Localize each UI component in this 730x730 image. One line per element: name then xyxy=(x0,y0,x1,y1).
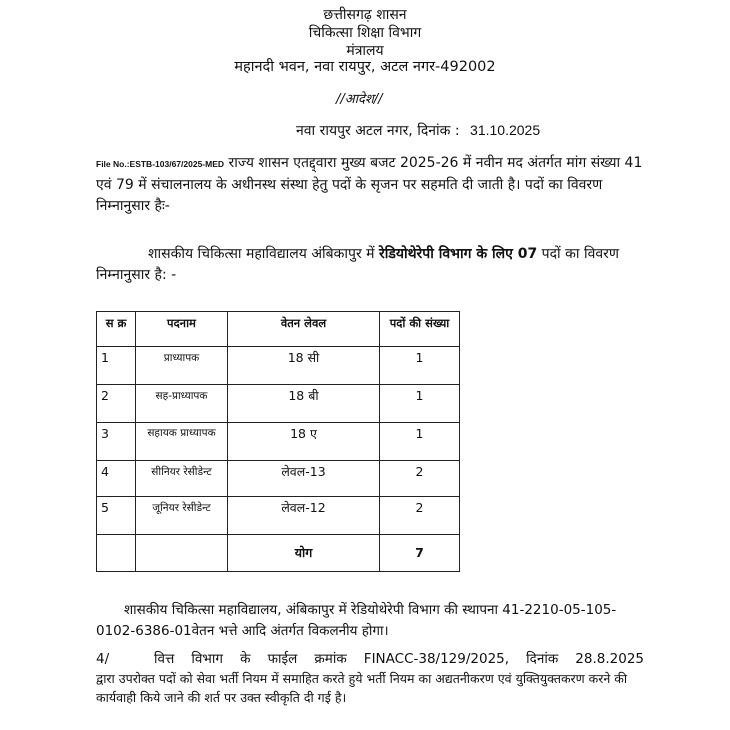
address: महानदी भवन, नवा रायपुर, अटल नगर-492002 xyxy=(234,59,496,75)
paragraph-1-text: राज्य शासन एतद्द्वारा मुख्य बजट 2025-26 में नवीन मद अंतर्गत मांग संख्या 41 एवं 79 में संचालनालय के अधीनस्थ संस्था हेतु पदों के सृजन पर सहमति दी जाती है। पदों का विवरण निम्नानुसार हैः- xyxy=(96,155,643,214)
table-total-row xyxy=(97,535,460,572)
paragraph-4-rest: द्वारा उपरोक्त पदों को सेवा भर्ती नियम में समाहित करते हुये भर्ती नियम का अद्यतनीकरण एवं युक्तियुक्तकरण करने की कार्यवाही किये जाने की शर्त पर उक्त स्वीकृति दी गई है। xyxy=(96,671,628,705)
ministry-name: मंत्रालय xyxy=(346,43,384,59)
row-pay-level: लेवल-12 xyxy=(228,497,380,535)
paragraph-4-number: 4/ xyxy=(96,651,110,667)
paragraph-3: शासकीय चिकित्सा महाविद्यालय, अंबिकापुर में रेडियोथेरेपी विभाग की स्थापना 41-2210-05-105-0102-6386-01वेतन भत्ते आदि अंतर्गत विकलनीय होगा। xyxy=(96,602,617,639)
paragraph-2-text-b: पदों का विवरण निम्नानुसार है: - xyxy=(96,246,619,283)
row-serial: 3 xyxy=(97,423,136,461)
row-serial: 2 xyxy=(97,385,136,423)
row-post: सीनियर रेसीडेन्ट xyxy=(136,461,228,497)
table-row xyxy=(97,423,460,461)
table-row xyxy=(97,497,460,535)
govt-name: छत्तीसगढ़ शासन xyxy=(323,7,407,23)
place-date-label: नवा रायपुर अटल नगर, दिनांक : xyxy=(296,123,460,139)
paragraph-2-text-a: शासकीय चिकित्सा महाविद्यालय अंबिकापुर में xyxy=(148,246,379,262)
header-post-count: पदों की संख्या xyxy=(380,312,460,347)
row-pay-level: लेवल-13 xyxy=(228,461,380,497)
paragraph-1 xyxy=(96,153,644,217)
header-post: पदनाम xyxy=(136,312,228,347)
table-row xyxy=(97,347,460,385)
paragraph-4-line1: वित्त विभाग के फाईल क्रमांक FINACC-38/129/2025, दिनांक 28.8.2025 xyxy=(154,651,644,667)
file-number: File No.:ESTB-103/67/2025-MED xyxy=(96,159,225,169)
table-header-row xyxy=(97,312,460,347)
table-row xyxy=(97,461,460,497)
row-serial: 4 xyxy=(97,461,136,497)
department-name: चिकित्सा शिक्षा विभाग xyxy=(308,25,422,41)
header-serial: स क्र xyxy=(97,312,136,347)
order-title: //आदेश// xyxy=(336,92,383,107)
row-pay-level: 18 बी xyxy=(228,385,380,423)
row-post: सहायक प्राध्यापक xyxy=(136,423,228,461)
order-date: 31.10.2025 xyxy=(470,122,541,138)
row-serial: 5 xyxy=(97,497,136,535)
row-count: 2 xyxy=(380,497,460,535)
row-post: प्राध्यापक xyxy=(136,347,228,385)
row-count: 1 xyxy=(380,347,460,385)
posts-table xyxy=(96,311,460,572)
row-pay-level: 18 ए xyxy=(228,423,380,461)
paragraph-2-bold: रेडियोथेरेपी विभाग के लिए 07 xyxy=(379,246,538,262)
row-pay-level: 18 सी xyxy=(228,347,380,385)
row-post: जूनियर रेसीडेन्ट xyxy=(136,497,228,535)
row-count: 1 xyxy=(380,385,460,423)
paragraph-4-first-line xyxy=(96,650,644,669)
row-post: सह-प्राध्यापक xyxy=(136,385,228,423)
place-date-line xyxy=(296,121,540,140)
paragraph-2 xyxy=(96,244,644,286)
row-count: 1 xyxy=(380,423,460,461)
row-serial: 1 xyxy=(97,347,136,385)
total-value: 7 xyxy=(380,535,460,572)
row-count: 2 xyxy=(380,461,460,497)
table-row xyxy=(97,385,460,423)
total-label: योग xyxy=(228,535,380,572)
header-pay-level: वेतन लेवल xyxy=(228,312,380,347)
paragraph-4 xyxy=(96,650,644,707)
